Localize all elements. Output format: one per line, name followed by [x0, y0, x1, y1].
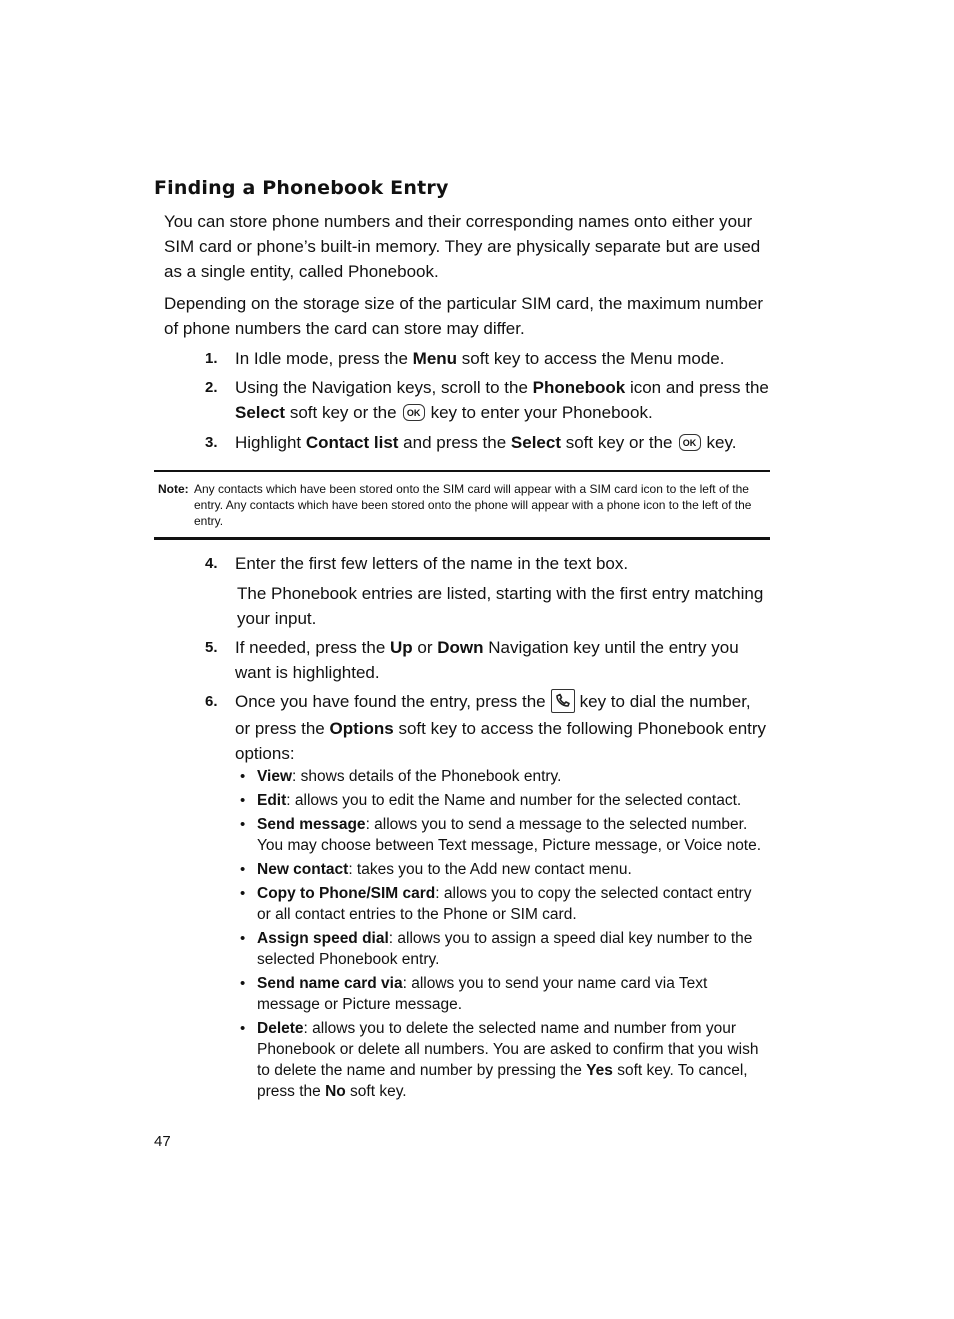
ok-key-icon: OK [679, 434, 701, 451]
step-4-result: The Phonebook entries are listed, starting with the first entry matching your input. [237, 584, 764, 628]
note-top-rule [154, 470, 770, 472]
bullet-icon: • [240, 975, 246, 992]
intro-paragraph-1: You can store phone numbers and their corresponding names onto either your SIM card or phone’s built-in memory. They are physically separate but are used as a single entity, called Phonebook. [164, 212, 761, 281]
list-item: • Send name card via: allows you to send your name card via Text message or Picture message. [240, 975, 708, 1013]
send-key-icon [551, 689, 575, 713]
bullet-icon: • [240, 792, 246, 809]
step-text: In Idle mode, press the Menu soft key to access the Menu mode. [235, 349, 725, 368]
note-text: Any contacts which have been stored onto the SIM card will appear with a SIM card icon to the left of the entry. Any contacts which have been stored onto the phone will appear with a phone icon to the left of the entry. [194, 482, 752, 528]
ok-key-icon: OK [403, 404, 425, 421]
bullet-icon: • [240, 885, 246, 902]
step-number: 1. [205, 350, 218, 367]
list-item: • View: shows details of the Phonebook entry. [240, 768, 562, 785]
list-item: • New contact: takes you to the Add new contact menu. [240, 861, 632, 878]
step-text: Once you have found the entry, press the key to dial the number, or press the Options soft key to access the following Phonebook entry options: [235, 689, 770, 766]
step-number: 4. [205, 555, 218, 572]
list-item: • Copy to Phone/SIM card: allows you to copy the selected contact entry or all contact entries to the Phone or SIM card. [240, 885, 752, 923]
step-text: If needed, press the Up or Down Navigation key until the entry you want is highlighted. [235, 638, 739, 682]
list-item: • Delete: allows you to delete the selected name and number from your Phonebook or delete all numbers. You are asked to confirm that you wish to delete the name and number by pressing the Yes soft key. To cancel, press the No soft key. [240, 1020, 759, 1100]
bullet-icon: • [240, 861, 246, 878]
list-item: • Edit: allows you to edit the Name and number for the selected contact. [240, 792, 742, 809]
bullet-icon: • [240, 768, 246, 785]
bullet-icon: • [240, 1020, 246, 1037]
bullet-icon: • [240, 930, 246, 947]
step-text: Enter the first few letters of the name in the text box. [235, 554, 629, 573]
step-text: Using the Navigation keys, scroll to the Phonebook icon and press the Select soft key or the OK key to enter your Phonebook. [235, 378, 769, 422]
bullet-icon: • [240, 816, 246, 833]
step-text: Highlight Contact list and press the Select soft key or the OK key. [235, 433, 737, 452]
step-number: 5. [205, 639, 218, 656]
note-label: Note: [158, 482, 189, 496]
section-heading: Finding a Phonebook Entry [154, 177, 449, 199]
step-number: 3. [205, 434, 218, 451]
list-item: • Send message: allows you to send a message to the selected number. You may choose between Text message, Picture message, or Voice note. [240, 816, 762, 854]
options-list [240, 766, 765, 1105]
page-number: 47 [154, 1133, 171, 1150]
note-bottom-rule [154, 537, 770, 540]
intro-paragraph-2: Depending on the storage size of the particular SIM card, the maximum number of phone numbers the card can store may differ. [164, 294, 764, 338]
step-number: 6. [205, 693, 218, 710]
list-item: • Assign speed dial: allows you to assign a speed dial key number to the selected Phonebook entry. [240, 930, 753, 968]
step-number: 2. [205, 379, 218, 396]
